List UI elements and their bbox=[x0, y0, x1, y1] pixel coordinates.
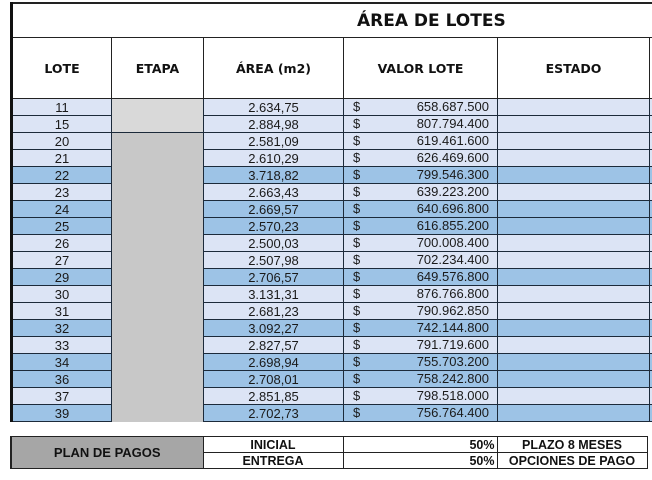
valor-amount: 758.242.800 bbox=[416, 371, 489, 386]
estado-cell bbox=[498, 269, 650, 286]
etapa-cell bbox=[112, 133, 204, 150]
lote-cell: 33 bbox=[12, 337, 112, 354]
etapa-cell bbox=[112, 405, 204, 422]
currency-symbol: $ bbox=[353, 116, 361, 131]
currency-symbol: $ bbox=[353, 320, 361, 335]
table-row bbox=[12, 201, 652, 218]
estado-cell bbox=[498, 218, 650, 235]
etapa-cell bbox=[112, 218, 204, 235]
etapa-cell bbox=[112, 167, 204, 184]
valor-cell bbox=[344, 167, 498, 184]
etapa-cell bbox=[112, 286, 204, 303]
etapa-cell bbox=[112, 184, 204, 201]
area-cell: 2.663,43 bbox=[204, 184, 344, 201]
table-row bbox=[12, 320, 652, 337]
area-cell: 2.507,98 bbox=[204, 252, 344, 269]
valor-amount: 639.223.200 bbox=[416, 184, 489, 199]
payment-label: ENTREGA bbox=[203, 453, 343, 469]
estado-cell bbox=[498, 99, 650, 116]
etapa-cell bbox=[112, 303, 204, 320]
area-cell: 2.851,85 bbox=[204, 388, 344, 405]
currency-symbol: $ bbox=[353, 184, 361, 199]
table-row bbox=[12, 133, 652, 150]
currency-symbol: $ bbox=[353, 150, 361, 165]
valor-cell bbox=[344, 218, 498, 235]
area-cell: 3.131,31 bbox=[204, 286, 344, 303]
etapa-cell bbox=[112, 99, 204, 116]
lote-cell: 31 bbox=[12, 303, 112, 320]
valor-amount: 756.764.400 bbox=[416, 405, 489, 420]
valor-amount: 616.855.200 bbox=[416, 218, 489, 233]
estado-cell bbox=[498, 286, 650, 303]
etapa-cell bbox=[112, 252, 204, 269]
area-cell: 3.718,82 bbox=[204, 167, 344, 184]
table-row bbox=[12, 167, 652, 184]
etapa-cell bbox=[112, 269, 204, 286]
payment-percent: 50% bbox=[343, 453, 497, 469]
area-cell: 2.500,03 bbox=[204, 235, 344, 252]
estado-cell bbox=[498, 320, 650, 337]
currency-symbol: $ bbox=[353, 235, 361, 250]
table-row bbox=[12, 235, 652, 252]
valor-cell bbox=[344, 269, 498, 286]
estado-cell bbox=[498, 184, 650, 201]
table-row bbox=[12, 269, 652, 286]
payment-percent: 50% bbox=[343, 437, 497, 453]
column-header-etapa: ETAPA bbox=[112, 38, 204, 99]
etapa-cell bbox=[112, 150, 204, 167]
valor-cell bbox=[344, 405, 498, 422]
area-cell: 2.884,98 bbox=[204, 116, 344, 133]
estado-cell bbox=[498, 116, 650, 133]
valor-cell bbox=[344, 286, 498, 303]
valor-cell bbox=[344, 252, 498, 269]
valor-amount: 640.696.800 bbox=[416, 201, 489, 216]
column-header-lote: LOTE bbox=[12, 38, 112, 99]
lote-cell: 27 bbox=[12, 252, 112, 269]
valor-cell bbox=[344, 235, 498, 252]
area-cell: 2.708,01 bbox=[204, 371, 344, 388]
currency-symbol: $ bbox=[353, 201, 361, 216]
payment-label: INICIAL bbox=[203, 437, 343, 453]
area-cell: 2.698,94 bbox=[204, 354, 344, 371]
etapa-cell bbox=[112, 371, 204, 388]
column-header-valor: VALOR LOTE bbox=[344, 38, 498, 99]
area-cell: 2.610,29 bbox=[204, 150, 344, 167]
lote-cell: 37 bbox=[12, 388, 112, 405]
table-row bbox=[12, 150, 652, 167]
valor-cell bbox=[344, 303, 498, 320]
currency-symbol: $ bbox=[353, 133, 361, 148]
title-row bbox=[12, 3, 652, 38]
valor-cell bbox=[344, 99, 498, 116]
header-row bbox=[12, 38, 652, 99]
valor-cell bbox=[344, 354, 498, 371]
valor-amount: 702.234.400 bbox=[416, 252, 489, 267]
valor-amount: 626.469.600 bbox=[416, 150, 489, 165]
estado-cell bbox=[498, 371, 650, 388]
valor-cell bbox=[344, 337, 498, 354]
valor-amount: 799.546.300 bbox=[416, 167, 489, 182]
area-cell: 2.681,23 bbox=[204, 303, 344, 320]
estado-cell bbox=[498, 167, 650, 184]
payment-note: OPCIONES DE PAGO bbox=[497, 453, 647, 469]
area-cell: 2.581,09 bbox=[204, 133, 344, 150]
payment-plan-label: PLAN DE PAGOS bbox=[11, 437, 203, 469]
table-body bbox=[12, 99, 652, 422]
valor-amount: 649.576.800 bbox=[416, 269, 489, 284]
currency-symbol: $ bbox=[353, 286, 361, 301]
currency-symbol: $ bbox=[353, 99, 361, 114]
lote-cell: 25 bbox=[12, 218, 112, 235]
currency-symbol: $ bbox=[353, 303, 361, 318]
lote-cell: 22 bbox=[12, 167, 112, 184]
valor-cell bbox=[344, 184, 498, 201]
table-row bbox=[12, 354, 652, 371]
estado-cell bbox=[498, 405, 650, 422]
estado-cell bbox=[498, 388, 650, 405]
column-header-area: ÁREA (m2) bbox=[204, 38, 344, 99]
lote-cell: 30 bbox=[12, 286, 112, 303]
etapa-cell bbox=[112, 320, 204, 337]
currency-symbol: $ bbox=[353, 337, 361, 352]
currency-symbol: $ bbox=[353, 167, 361, 182]
currency-symbol: $ bbox=[353, 218, 361, 233]
valor-cell bbox=[344, 116, 498, 133]
valor-amount: 755.703.200 bbox=[416, 354, 489, 369]
estado-cell bbox=[498, 201, 650, 218]
page-title: ÁREA DE LOTES bbox=[12, 3, 652, 38]
table-row bbox=[12, 286, 652, 303]
lote-cell: 20 bbox=[12, 133, 112, 150]
estado-cell bbox=[498, 252, 650, 269]
table-row bbox=[12, 405, 652, 422]
etapa-cell bbox=[112, 354, 204, 371]
lote-cell: 26 bbox=[12, 235, 112, 252]
valor-cell bbox=[344, 133, 498, 150]
payment-row bbox=[11, 437, 647, 453]
valor-cell bbox=[344, 320, 498, 337]
valor-cell bbox=[344, 371, 498, 388]
etapa-cell bbox=[112, 235, 204, 252]
estado-cell bbox=[498, 303, 650, 320]
valor-amount: 791.719.600 bbox=[416, 337, 489, 352]
valor-amount: 790.962.850 bbox=[416, 303, 489, 318]
currency-symbol: $ bbox=[353, 269, 361, 284]
etapa-cell bbox=[112, 388, 204, 405]
lote-cell: 32 bbox=[12, 320, 112, 337]
lote-cell: 29 bbox=[12, 269, 112, 286]
valor-amount: 619.461.600 bbox=[416, 133, 489, 148]
estado-cell bbox=[498, 235, 650, 252]
currency-symbol: $ bbox=[353, 252, 361, 267]
currency-symbol: $ bbox=[353, 388, 361, 403]
valor-amount: 798.518.000 bbox=[416, 388, 489, 403]
table-row bbox=[12, 303, 652, 320]
lote-cell: 24 bbox=[12, 201, 112, 218]
area-cell: 2.827,57 bbox=[204, 337, 344, 354]
area-cell: 2.669,57 bbox=[204, 201, 344, 218]
estado-cell bbox=[498, 150, 650, 167]
valor-amount: 700.008.400 bbox=[416, 235, 489, 250]
table-row bbox=[12, 184, 652, 201]
lote-cell: 39 bbox=[12, 405, 112, 422]
estado-cell bbox=[498, 133, 650, 150]
table-row bbox=[12, 388, 652, 405]
etapa-cell bbox=[112, 201, 204, 218]
etapa-cell bbox=[112, 337, 204, 354]
lote-cell: 23 bbox=[12, 184, 112, 201]
valor-amount: 876.766.800 bbox=[416, 286, 489, 301]
valor-amount: 658.687.500 bbox=[416, 99, 489, 114]
table-row bbox=[12, 252, 652, 269]
area-cell: 2.706,57 bbox=[204, 269, 344, 286]
column-header-estado: ESTADO bbox=[498, 38, 650, 99]
lote-cell: 11 bbox=[12, 99, 112, 116]
payment-note: PLAZO 8 MESES bbox=[497, 437, 647, 453]
area-cell: 2.702,73 bbox=[204, 405, 344, 422]
table-row bbox=[12, 116, 652, 133]
lote-cell: 34 bbox=[12, 354, 112, 371]
lots-table bbox=[10, 2, 652, 422]
table-row bbox=[12, 218, 652, 235]
valor-cell bbox=[344, 150, 498, 167]
currency-symbol: $ bbox=[353, 354, 361, 369]
valor-amount: 807.794.400 bbox=[416, 116, 489, 131]
lote-cell: 36 bbox=[12, 371, 112, 388]
table-row bbox=[12, 371, 652, 388]
lote-cell: 21 bbox=[12, 150, 112, 167]
payment-plan-table bbox=[10, 436, 648, 469]
table-row bbox=[12, 337, 652, 354]
valor-cell bbox=[344, 201, 498, 218]
table-row bbox=[12, 99, 652, 116]
etapa-cell bbox=[112, 116, 204, 133]
lote-cell: 15 bbox=[12, 116, 112, 133]
currency-symbol: $ bbox=[353, 405, 361, 420]
valor-cell bbox=[344, 388, 498, 405]
estado-cell bbox=[498, 354, 650, 371]
currency-symbol: $ bbox=[353, 371, 361, 386]
area-cell: 2.634,75 bbox=[204, 99, 344, 116]
valor-amount: 742.144.800 bbox=[416, 320, 489, 335]
estado-cell bbox=[498, 337, 650, 354]
area-cell: 3.092,27 bbox=[204, 320, 344, 337]
area-cell: 2.570,23 bbox=[204, 218, 344, 235]
